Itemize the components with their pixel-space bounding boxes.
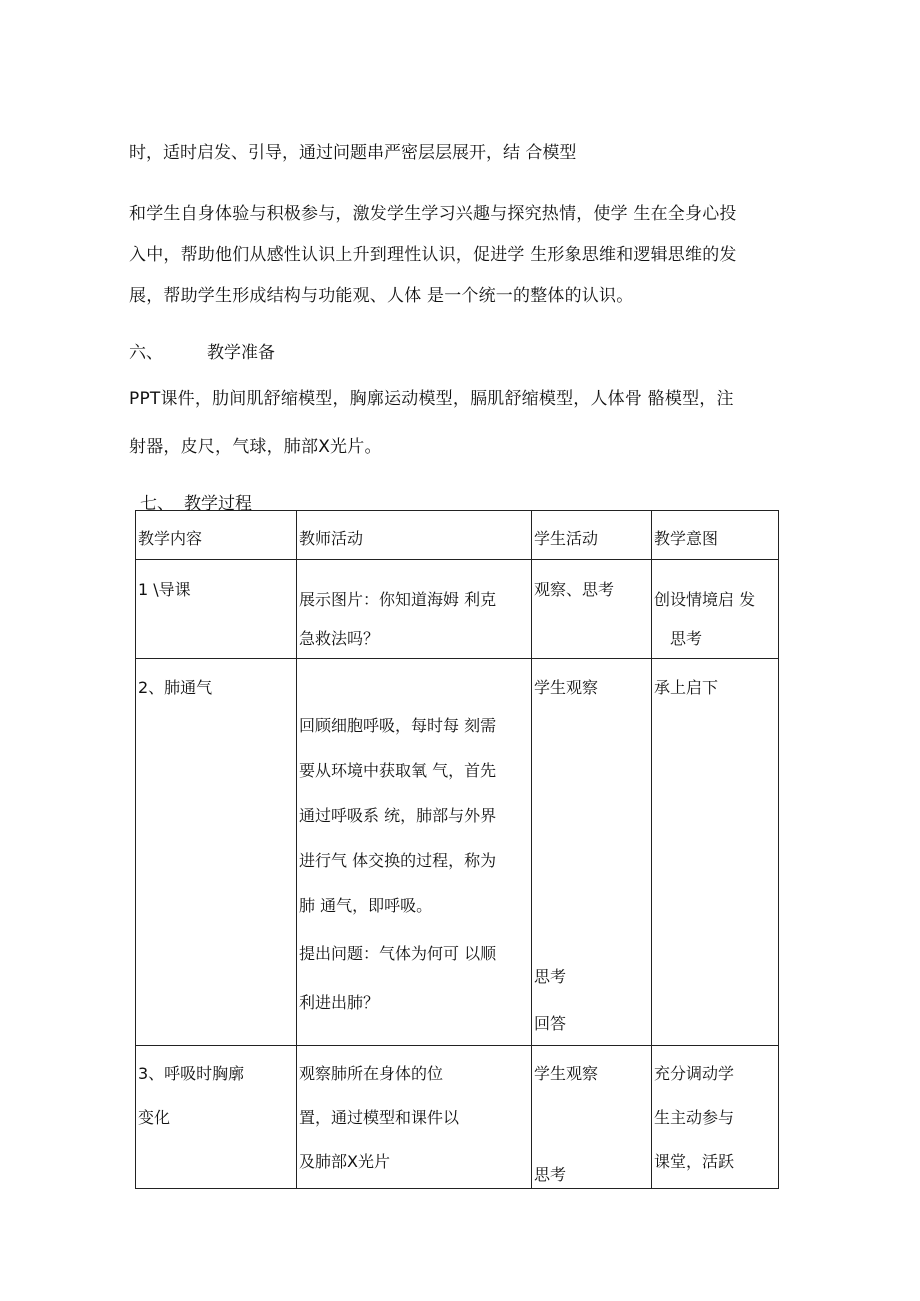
- student-line: 思考: [534, 967, 567, 986]
- header-student: 学生活动: [534, 529, 599, 548]
- teacher-line: 提出问题：气体为何可 以顺: [299, 944, 497, 963]
- teacher-line: 通过呼吸系 统，肺部与外界: [299, 806, 497, 825]
- teacher-line: 展示图片：你知道海姆 利克: [299, 590, 497, 609]
- intent-line: 课堂，活跃: [654, 1152, 735, 1171]
- teacher-line: 置，通过模型和课件以: [299, 1108, 460, 1127]
- prep-line: PPT课件，肋间肌舒缩模型，胸廓运动模型，膈肌舒缩模型，人体骨 骼模型，注: [129, 389, 734, 409]
- intent-line: 生主动参与: [654, 1108, 735, 1127]
- row-content: 3、呼吸时胸廓: [138, 1064, 245, 1083]
- student-line: 回答: [534, 1014, 567, 1033]
- teaching-process-table: [135, 510, 779, 1189]
- teacher-line: 观察肺所在身体的位: [299, 1064, 444, 1083]
- row-content: 变化: [138, 1108, 171, 1127]
- student-line: 学生观察: [534, 678, 599, 697]
- teacher-line: 及肺部X光片: [299, 1152, 390, 1171]
- section-title: 教学准备: [207, 343, 275, 363]
- row-content: 1 \导课: [138, 580, 191, 599]
- teacher-line: 利进出肺？: [299, 993, 380, 1012]
- teacher-line: 肺 通气，即呼吸。: [299, 896, 433, 915]
- section-title: 教学过程: [184, 494, 252, 514]
- teacher-line: 急救法吗？: [299, 629, 380, 648]
- intent-line: 思考: [670, 629, 703, 648]
- paragraph-line: 展，帮助学生形成结构与功能观、人体 是一个统一的整体的认识。: [129, 286, 634, 306]
- preparation-paragraph: [129, 375, 789, 471]
- row-content: 2、肺通气: [138, 678, 213, 697]
- table-row: [136, 1046, 779, 1189]
- table-row: [136, 659, 779, 1046]
- table-row: [136, 560, 779, 659]
- paragraph-line: 和学生自身体验与积极参与，激发学生学习兴趣与探究热情，使学 生在全身心投: [129, 204, 737, 224]
- intent-line: 承上启下: [654, 678, 719, 697]
- header-content: 教学内容: [138, 529, 203, 548]
- student-line: 学生观察: [534, 1064, 599, 1083]
- teacher-line: 进行气 体交换的过程，称为: [299, 851, 497, 870]
- section-number: 七、: [140, 494, 174, 514]
- teacher-line: 要从环境中获取氧 气，首先: [299, 761, 497, 780]
- intro-line: 时，适时启发、引导，通过问题串严密层层展开，结 合模型: [129, 143, 577, 163]
- header-intent: 教学意图: [654, 529, 719, 548]
- student-line: 观察、思考: [534, 580, 615, 599]
- prep-line: 射器，皮尺，气球，肺部X光片。: [129, 437, 382, 457]
- intent-line: 充分调动学: [654, 1064, 735, 1083]
- objective-paragraph: [129, 194, 789, 317]
- student-line: 思考: [534, 1165, 567, 1184]
- section-heading-6: [129, 338, 429, 363]
- table-header-row: [136, 511, 779, 560]
- teacher-line: 回顾细胞呼吸，每时每 刻需: [299, 716, 497, 735]
- header-teacher: 教师活动: [299, 529, 364, 548]
- section-number: 六、: [129, 343, 163, 363]
- intent-line: 创设情境启 发: [654, 590, 756, 609]
- paragraph-line: 入中，帮助他们从感性认识上升到理性认识，促进学 生形象思维和逻辑思维的发: [129, 245, 737, 265]
- section-heading-7: [140, 489, 440, 514]
